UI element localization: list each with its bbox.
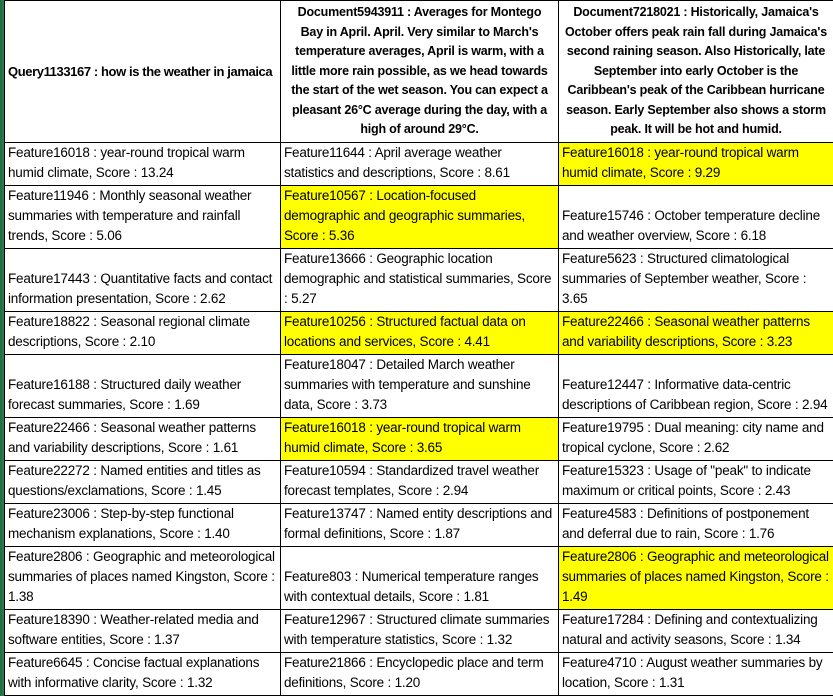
feature-cell[interactable]: Feature16018 : year-round tropical warm humid climate, Score : 3.65: [281, 417, 559, 460]
feature-cell[interactable]: Feature18390 : Weather-related media and software entities, Score : 1.37: [5, 609, 281, 652]
feature-cell[interactable]: Feature16188 : Structured daily weather forecast summaries, Score : 1.69: [5, 354, 281, 417]
feature-cell[interactable]: Feature4710 : August weather summaries by location, Score : 1.31: [559, 652, 833, 695]
feature-cell[interactable]: Feature10256 : Structured factual data on locations and services, Score : 4.41: [281, 311, 559, 354]
feature-cell[interactable]: Feature2806 : Geographic and meteorological summaries of places named Kingston, Score : 1.49: [559, 546, 833, 609]
feature-cell[interactable]: Feature22466 : Seasonal weather patterns and variability descriptions, Score : 3.23: [559, 311, 833, 354]
feature-cell[interactable]: Feature2806 : Geographic and meteorological summaries of places named Kingston, Score : 1.38: [5, 546, 281, 609]
table-row: [5, 354, 833, 417]
header-row: [5, 1, 833, 143]
feature-cell[interactable]: Feature23006 : Step-by-step functional mechanism explanations, Score : 1.40: [5, 503, 281, 546]
feature-cell[interactable]: Feature803 : Numerical temperature ranges with contextual details, Score : 1.81: [281, 546, 559, 609]
feature-cell[interactable]: Feature11946 : Monthly seasonal weather summaries with temperature and rainfall trends, Score : 5.06: [5, 185, 281, 248]
table-row: [5, 311, 833, 354]
feature-cell[interactable]: Feature17443 : Quantitative facts and contact information presentation, Score : 2.62: [5, 248, 281, 311]
table-row: [5, 460, 833, 503]
feature-cell[interactable]: Feature10567 : Location-focused demographic and geographic summaries, Score : 5.36: [281, 185, 559, 248]
feature-cell[interactable]: Feature6645 : Concise factual explanations with informative clarity, Score : 1.32: [5, 652, 281, 695]
feature-cell[interactable]: Feature10594 : Standardized travel weather forecast templates, Score : 2.94: [281, 460, 559, 503]
table-row: [5, 248, 833, 311]
table-row: [5, 546, 833, 609]
document-a-header-cell[interactable]: Document5943911 : Averages for Montego Bay in April. April. Very similar to March's temperature averages, April is warm, with a little more rain possible, as we head towards the start of the wet season. You can expect a pleasant 26°C average during the day, with a high of around 29°C.: [281, 1, 559, 143]
feature-cell[interactable]: Feature4583 : Definitions of postponement and deferral due to rain, Score : 1.76: [559, 503, 833, 546]
feature-cell[interactable]: Feature18047 : Detailed March weather summaries with temperature and sunshine data, Score : 3.73: [281, 354, 559, 417]
feature-cell[interactable]: Feature22272 : Named entities and titles as questions/exclamations, Score : 1.45: [5, 460, 281, 503]
feature-cell[interactable]: Feature13666 : Geographic location demographic and statistical summaries, Score : 5.27: [281, 248, 559, 311]
feature-cell[interactable]: Feature13747 : Named entity descriptions and formal definitions, Score : 1.87: [281, 503, 559, 546]
feature-cell[interactable]: Feature11644 : April average weather statistics and descriptions, Score : 8.61: [281, 142, 559, 185]
feature-cell[interactable]: Feature16018 : year-round tropical warm humid climate, Score : 9.29: [559, 142, 833, 185]
feature-table-body: [5, 142, 833, 695]
feature-cell[interactable]: Feature18822 : Seasonal regional climate descriptions, Score : 2.10: [5, 311, 281, 354]
feature-cell[interactable]: Feature15746 : October temperature decline and weather overview, Score : 6.18: [559, 185, 833, 248]
feature-cell[interactable]: Feature22466 : Seasonal weather patterns and variability descriptions, Score : 1.61: [5, 417, 281, 460]
feature-cell[interactable]: Feature17284 : Defining and contextualizing natural and activity seasons, Score : 1.34: [559, 609, 833, 652]
table-row: [5, 142, 833, 185]
feature-cell[interactable]: Feature21866 : Encyclopedic place and term definitions, Score : 1.20: [281, 652, 559, 695]
feature-cell[interactable]: Feature12447 : Informative data-centric descriptions of Caribbean region, Score : 2.94: [559, 354, 833, 417]
query-header-cell[interactable]: Query1133167 : how is the weather in jamaica: [5, 1, 281, 143]
table-row: [5, 417, 833, 460]
document-b-header-cell[interactable]: Document7218021 : Historically, Jamaica's October offers peak rain fall during Jamaica's second raining season. Also Historically, late September into early October is the Caribbean's peak of the Caribbean hurricane season. Early September also shows a storm peak. It will be hot and humid.: [559, 1, 833, 143]
feature-cell[interactable]: Feature16018 : year-round tropical warm humid climate, Score : 13.24: [5, 142, 281, 185]
table-row: [5, 185, 833, 248]
table-row: [5, 652, 833, 695]
feature-cell[interactable]: Feature19795 : Dual meaning: city name and tropical cyclone, Score : 2.62: [559, 417, 833, 460]
feature-cell[interactable]: Feature12967 : Structured climate summaries with temperature statistics, Score : 1.32: [281, 609, 559, 652]
table-row: [5, 503, 833, 546]
feature-score-table: [4, 0, 833, 696]
feature-cell[interactable]: Feature15323 : Usage of "peak" to indicate maximum or critical points, Score : 2.43: [559, 460, 833, 503]
table-row: [5, 609, 833, 652]
feature-cell[interactable]: Feature5623 : Structured climatological summaries of September weather, Score : 3.65: [559, 248, 833, 311]
